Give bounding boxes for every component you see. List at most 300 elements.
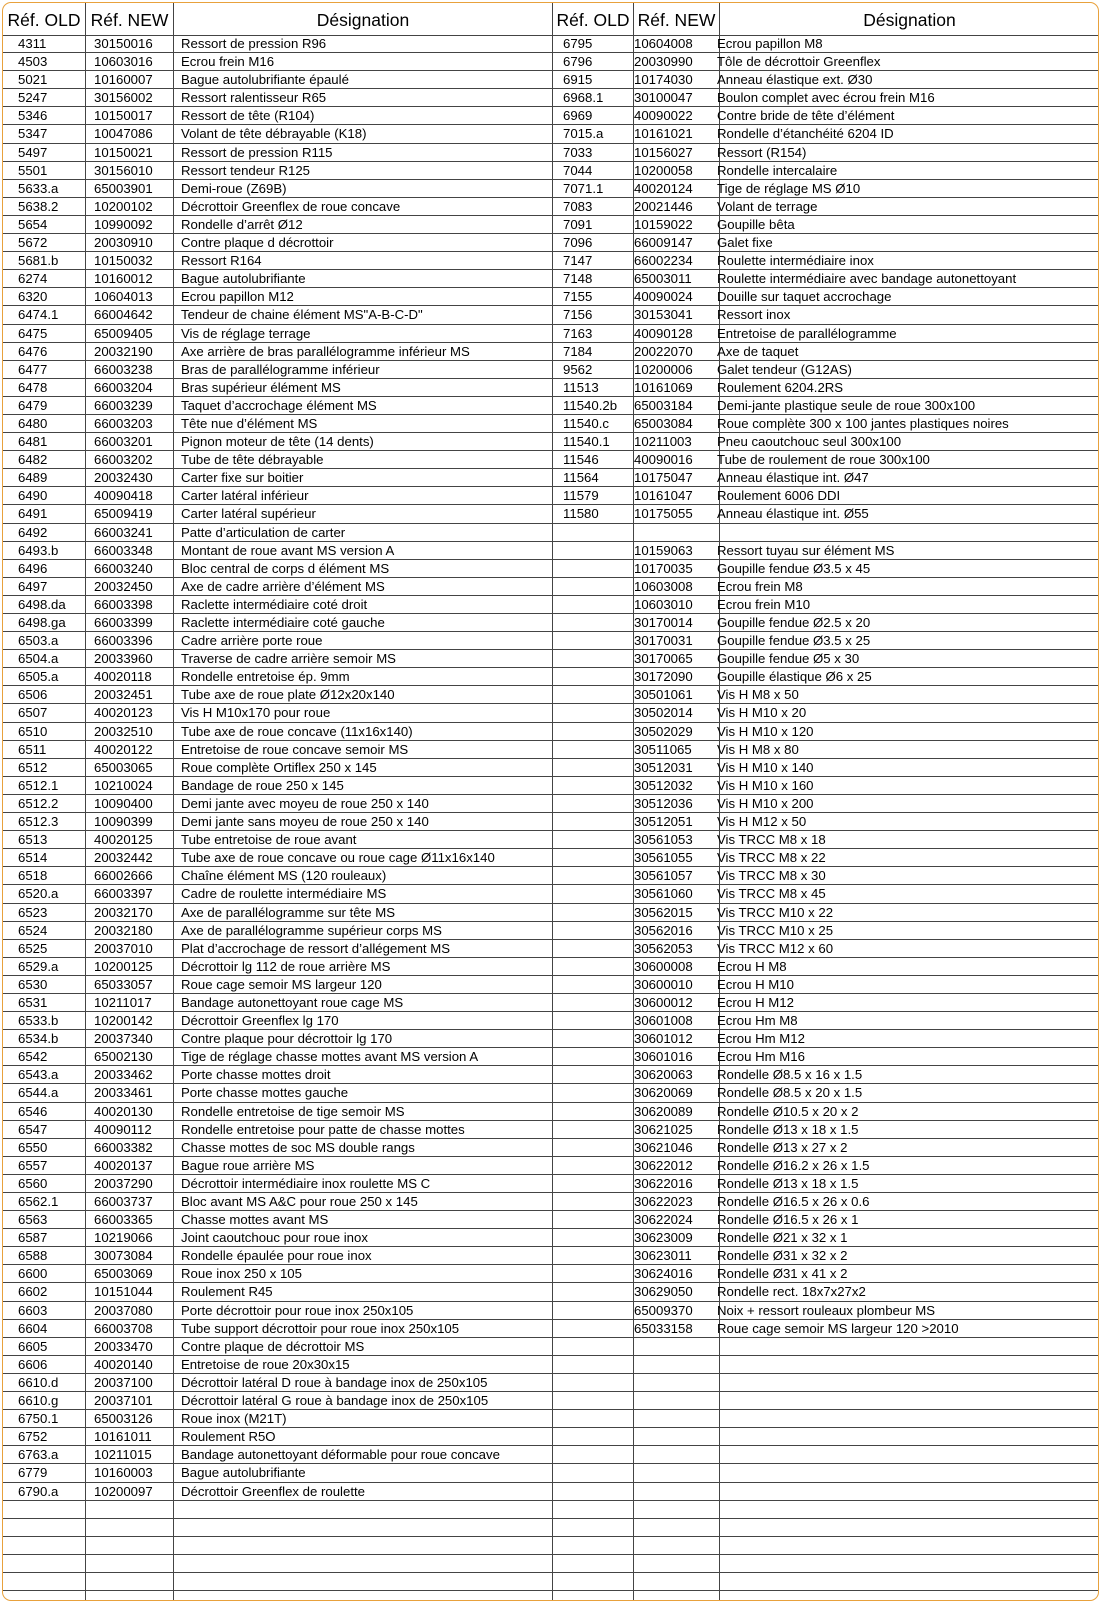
ref-new-cell: 10219066	[94, 1230, 153, 1246]
ref-new-cell: 40020137	[94, 1157, 153, 1173]
designation-cell: Rondelle Ø31 x 32 x 2	[717, 1248, 848, 1264]
ref-old-cell: 7155	[563, 289, 593, 305]
designation-cell: Décrottoir Greenflex lg 170	[181, 1013, 339, 1029]
designation-cell: Rondelle épaulée pour roue inox	[181, 1248, 372, 1264]
ref-new-cell: 30621046	[634, 1139, 693, 1155]
table-row	[3, 180, 552, 198]
ref-new-cell: 30156010	[94, 162, 153, 178]
ref-new-cell: 66002234	[634, 253, 693, 269]
ref-old-cell: 6531	[18, 994, 48, 1010]
designation-cell: Galet fixe	[717, 235, 773, 251]
table-row	[3, 379, 552, 397]
ref-old-cell	[563, 1265, 633, 1282]
ref-old-cell: 7083	[563, 198, 593, 214]
ref-new-cell: 65033057	[94, 976, 153, 992]
ref-new-cell: 20032430	[94, 470, 153, 486]
ref-new-cell: 30561057	[634, 868, 693, 884]
table-row	[3, 1338, 552, 1356]
ref-new-cell: 10200142	[94, 1013, 153, 1029]
ref-old-cell: 6557	[18, 1157, 48, 1173]
ref-old-cell	[563, 1573, 633, 1590]
table-row	[553, 1265, 1099, 1283]
ref-old-cell: 7044	[563, 162, 593, 178]
ref-new-cell	[634, 1338, 716, 1355]
table-row	[553, 1229, 1099, 1247]
table-row	[553, 216, 1099, 234]
designation-cell	[717, 1573, 1097, 1590]
designation-cell: Rondelle d’arrêt Ø12	[181, 216, 303, 232]
ref-new-cell: 30100047	[634, 90, 693, 106]
table-row	[553, 107, 1099, 125]
ref-new-cell: 66002666	[94, 868, 153, 884]
ref-old-cell	[18, 1501, 86, 1518]
ref-old-cell: 6543.a	[18, 1067, 59, 1083]
ref-old-cell	[563, 1555, 633, 1572]
ref-new-cell: 66003241	[94, 524, 153, 540]
table-row	[3, 35, 552, 53]
ref-new-cell: 66003204	[94, 379, 153, 395]
ref-new-cell: 30622024	[634, 1212, 693, 1228]
designation-cell: Patte d’articulation de carter	[181, 524, 346, 540]
designation-cell: Pneu caoutchouc seul 300x100	[717, 434, 902, 450]
ref-new-cell: 66003238	[94, 361, 153, 377]
ref-new-cell: 10175047	[634, 470, 693, 486]
table-row	[553, 885, 1099, 903]
ref-old-cell	[563, 560, 633, 577]
ref-old-cell	[563, 1175, 633, 1192]
designation-cell: Carter latéral inférieur	[181, 488, 309, 504]
ref-old-cell	[563, 650, 633, 667]
designation-cell: Axe arrière de bras parallélogramme inférieur MS	[181, 343, 470, 359]
ref-new-cell: 10200058	[634, 162, 693, 178]
ref-new-cell: 30600012	[634, 994, 693, 1010]
designation-cell: Vis TRCC M8 x 30	[717, 868, 826, 884]
designation-cell: Anneau élastique int. Ø47	[717, 470, 869, 486]
ref-new-cell: 20032170	[94, 904, 153, 920]
ref-new-cell: 40020140	[94, 1356, 153, 1372]
ref-new-cell: 10175055	[634, 506, 693, 522]
ref-new-cell: 30511065	[634, 741, 692, 757]
table-row	[553, 1211, 1099, 1229]
ref-old-cell: 6550	[18, 1139, 48, 1155]
ref-new-cell: 20021446	[634, 198, 693, 214]
ref-old-cell: 6492	[18, 524, 48, 540]
designation-cell	[181, 1519, 551, 1536]
ref-new-cell: 30562016	[634, 922, 693, 938]
designation-cell	[717, 1410, 1097, 1427]
ref-old-cell: 11540.1	[563, 434, 610, 450]
table-row	[3, 162, 552, 180]
designation-cell: Bras supérieur élément MS	[181, 379, 341, 395]
table-row	[553, 704, 1099, 722]
designation-cell	[717, 1374, 1097, 1391]
table-row	[553, 1501, 1099, 1519]
ref-old-cell: 6544.a	[18, 1085, 59, 1101]
table-row	[3, 1012, 552, 1030]
table-row	[553, 614, 1099, 632]
table-row	[3, 89, 552, 107]
ref-old-cell: 6534.b	[18, 1031, 59, 1047]
designation-cell: Vis H M8 x 50	[717, 687, 799, 703]
ref-new-cell	[634, 1374, 716, 1391]
ref-new-cell: 10211017	[94, 994, 152, 1010]
designation-cell	[717, 1483, 1097, 1500]
table-row	[553, 795, 1099, 813]
ref-new-cell: 20032190	[94, 343, 153, 359]
ref-new-cell: 66004642	[94, 307, 153, 323]
designation-cell: Rondelle Ø13 x 18 x 1.5	[717, 1175, 859, 1191]
designation-cell: Porte chasse mottes droit	[181, 1067, 331, 1083]
designation-cell	[717, 1446, 1097, 1463]
ref-new-cell	[634, 1591, 716, 1601]
ref-new-cell: 10211015	[94, 1447, 152, 1463]
ref-old-cell	[563, 1464, 633, 1481]
table-row	[553, 958, 1099, 976]
table-row	[553, 487, 1099, 505]
ref-old-cell	[563, 1537, 633, 1554]
table-row	[553, 940, 1099, 958]
table-row	[3, 1374, 552, 1392]
designation-cell: Goupille fendue Ø3.5 x 45	[717, 560, 871, 576]
table-row	[553, 433, 1099, 451]
ref-new-cell	[634, 1501, 716, 1518]
table-row	[3, 994, 552, 1012]
table-row	[553, 397, 1099, 415]
table-row	[553, 922, 1099, 940]
ref-old-cell: 7071.1	[563, 180, 604, 196]
table-row	[553, 1464, 1099, 1482]
ref-old-cell: 6320	[18, 289, 48, 305]
table-row	[553, 505, 1099, 523]
ref-old-cell	[563, 1229, 633, 1246]
table-row	[3, 306, 552, 324]
table-row	[553, 1121, 1099, 1139]
table-row	[553, 35, 1099, 53]
table-row	[3, 867, 552, 885]
ref-old-cell: 6506	[18, 687, 48, 703]
designation-cell: Anneau élastique ext. Ø30	[717, 72, 873, 88]
designation-cell: Vis TRCC M8 x 18	[717, 832, 826, 848]
table-row	[553, 1084, 1099, 1102]
ref-new-cell: 10603008	[634, 578, 693, 594]
ref-new-cell: 30620069	[634, 1085, 693, 1101]
ref-old-cell	[563, 1211, 633, 1228]
ref-new-cell: 66003399	[94, 615, 153, 630]
ref-new-cell: 20032510	[94, 723, 153, 739]
designation-cell: Entretoise de parallélogramme	[717, 325, 897, 341]
designation-cell: Roue complète Ortiflex 250 x 145	[181, 759, 377, 775]
ref-old-cell: 6763.a	[18, 1447, 59, 1463]
ref-new-cell: 40090128	[634, 325, 693, 341]
designation-cell: Carter latéral supérieur	[181, 506, 316, 522]
table-row	[553, 1283, 1099, 1301]
designation-cell: Traverse de cadre arrière semoir MS	[181, 651, 396, 667]
ref-old-cell	[563, 1591, 633, 1601]
ref-old-cell: 6750.1	[18, 1411, 59, 1427]
designation-cell: Vis TRCC M8 x 22	[717, 850, 826, 866]
designation-cell: Ecrou H M8	[717, 958, 787, 974]
table-row	[3, 325, 552, 343]
table-row	[553, 1066, 1099, 1084]
designation-cell: Tube de tête débrayable	[181, 452, 324, 468]
designation-cell: Ecrou frein M10	[717, 596, 811, 612]
designation-cell: Boulon complet avec écrou frein M16	[717, 90, 935, 106]
table-row	[3, 397, 552, 415]
table-row	[3, 1211, 552, 1229]
table-row	[3, 777, 552, 795]
ref-new-cell: 66009147	[634, 235, 693, 251]
ref-old-cell: 6507	[18, 705, 48, 721]
ref-old-cell: 6475	[18, 325, 48, 341]
designation-cell: Tube axe de roue plate Ø12x20x140	[181, 687, 395, 703]
ref-old-cell: 11513	[563, 379, 599, 395]
header-ref-old: Réf. OLD	[7, 10, 81, 30]
table-row	[3, 144, 552, 162]
designation-cell: Décrottoir latéral G roue à bandage inox de 250x105	[181, 1393, 489, 1409]
table-row	[3, 1302, 552, 1320]
ref-new-cell: 65033158	[634, 1320, 693, 1336]
ref-old-cell: 6520.a	[18, 886, 59, 902]
designation-cell: Rondelle Ø21 x 32 x 1	[717, 1230, 848, 1246]
ref-old-cell	[563, 723, 633, 740]
ref-old-cell: 6610.g	[18, 1393, 59, 1409]
table-row	[553, 1356, 1099, 1374]
ref-old-cell: 6503.a	[18, 633, 59, 649]
designation-cell: Roue cage semoir MS largeur 120	[181, 976, 382, 992]
ref-new-cell: 10047086	[94, 126, 153, 142]
designation-cell: Axe de taquet	[717, 343, 799, 359]
table-row	[3, 632, 552, 650]
table-row	[553, 1483, 1099, 1501]
table-row	[553, 560, 1099, 578]
designation-cell: Raclette intermédiaire coté gauche	[181, 615, 385, 630]
designation-cell: Bras de parallélogramme inférieur	[181, 361, 380, 377]
ref-old-cell: 11540.2b	[563, 397, 618, 413]
ref-new-cell: 65009405	[94, 325, 153, 341]
designation-cell: Rondelle Ø13 x 27 x 2	[717, 1139, 848, 1155]
table-row	[3, 668, 552, 686]
table-row	[3, 270, 552, 288]
table-row	[3, 1591, 552, 1601]
ref-new-cell: 30601016	[634, 1049, 693, 1065]
table-row	[553, 904, 1099, 922]
table-row	[553, 542, 1099, 560]
ref-new-cell: 30170014	[634, 615, 693, 630]
designation-cell: Rondelle Ø8.5 x 16 x 1.5	[717, 1067, 863, 1083]
designation-cell: Porte décrottoir pour roue inox 250x105	[181, 1302, 414, 1318]
designation-cell: Chasse mottes avant MS	[181, 1212, 329, 1228]
ref-old-cell	[563, 524, 633, 541]
ref-new-cell: 30561060	[634, 886, 693, 902]
ref-old-cell: 4311	[18, 36, 47, 51]
designation-cell: Tube de roulement de roue 300x100	[717, 452, 930, 468]
ref-new-cell: 30512036	[634, 795, 693, 811]
table-row	[553, 1320, 1099, 1338]
table-row	[553, 1193, 1099, 1211]
ref-new-cell: 66003201	[94, 434, 153, 450]
ref-new-cell: 20032442	[94, 850, 153, 866]
ref-old-cell: 11564	[563, 470, 599, 486]
ref-new-cell: 66003397	[94, 886, 153, 902]
ref-new-cell: 65003069	[94, 1266, 153, 1282]
ref-new-cell	[94, 1591, 176, 1601]
designation-cell	[181, 1591, 551, 1601]
ref-old-cell	[563, 578, 633, 595]
table-row	[553, 1139, 1099, 1157]
designation-cell: Tôle de décrottoir Greenflex	[717, 54, 881, 70]
ref-new-cell: 30150016	[94, 36, 153, 51]
designation-cell: Bandage de roue 250 x 145	[181, 777, 344, 793]
table-row	[3, 904, 552, 922]
designation-cell: Demi-roue (Z69B)	[181, 180, 287, 196]
ref-new-cell: 10161069	[634, 379, 693, 395]
ref-old-cell: 7163	[563, 325, 593, 341]
table-row	[3, 415, 552, 433]
ref-new-cell: 30562053	[634, 940, 693, 956]
ref-new-cell: 66003382	[94, 1139, 153, 1155]
designation-cell: Vis de réglage terrage	[181, 325, 311, 341]
table-row	[3, 361, 552, 379]
ref-new-cell	[634, 1446, 716, 1463]
ref-new-cell: 40090418	[94, 488, 153, 504]
ref-old-cell: 6752	[18, 1429, 48, 1445]
ref-new-cell: 20037101	[94, 1393, 153, 1409]
ref-old-cell: 6604	[18, 1320, 48, 1336]
table-row	[3, 885, 552, 903]
designation-cell: Ecrou papillon M12	[181, 289, 294, 305]
ref-old-cell: 6523	[18, 904, 48, 920]
designation-cell: Tube support décrottoir pour roue inox 250x105	[181, 1320, 460, 1336]
ref-new-cell: 30600010	[634, 976, 693, 992]
table-row	[553, 343, 1099, 361]
ref-new-cell: 40090024	[634, 289, 693, 305]
table-row	[3, 831, 552, 849]
ref-old-cell: 6512.3	[18, 814, 59, 830]
table-row	[3, 1030, 552, 1048]
designation-cell: Roue complète 300 x 100 jantes plastiques noires	[717, 415, 1009, 431]
table-row	[3, 107, 552, 125]
table-row	[3, 1193, 552, 1211]
ref-old-cell: 5247	[18, 90, 48, 106]
table-row	[553, 1392, 1099, 1410]
designation-cell: Décrottoir Greenflex de roue concave	[181, 198, 401, 214]
ref-new-cell: 40020123	[94, 705, 153, 721]
ref-new-cell: 10603016	[94, 54, 153, 70]
designation-cell: Vis H M10x170 pour roue	[181, 705, 331, 721]
designation-cell: Roulement 6006 DDI	[717, 488, 841, 504]
ref-new-cell: 30623011	[634, 1248, 692, 1264]
ref-old-cell: 6511	[18, 741, 47, 757]
ref-new-cell: 65003901	[94, 180, 153, 196]
ref-new-cell: 10161011	[94, 1429, 152, 1445]
ref-old-cell	[563, 1501, 633, 1518]
ref-old-cell	[563, 849, 633, 866]
ref-old-cell	[563, 1103, 633, 1120]
ref-new-cell: 10161047	[634, 488, 693, 504]
designation-cell: Rondelle Ø31 x 41 x 2	[717, 1266, 848, 1282]
table-row	[553, 1591, 1099, 1601]
ref-old-cell: 6478	[18, 379, 48, 395]
ref-old-cell: 6602	[18, 1284, 48, 1300]
ref-old-cell: 6480	[18, 415, 48, 431]
ref-new-cell: 10200097	[94, 1483, 153, 1499]
ref-old-cell: 6490	[18, 488, 48, 504]
ref-old-cell	[563, 867, 633, 884]
table-row	[3, 1229, 552, 1247]
ref-new-cell: 65003011	[634, 271, 692, 287]
ref-old-cell	[563, 922, 633, 939]
ref-new-cell: 30561055	[634, 850, 693, 866]
table-row	[553, 415, 1099, 433]
designation-cell: Ressort R164	[181, 253, 262, 269]
ref-old-cell: 6915	[563, 72, 593, 88]
ref-old-cell: 5497	[18, 144, 48, 160]
table-row	[3, 1066, 552, 1084]
table-row	[3, 614, 552, 632]
ref-old-cell	[563, 1157, 633, 1174]
table-row	[3, 650, 552, 668]
designation-cell: Anneau élastique int. Ø55	[717, 506, 869, 522]
ref-new-cell: 10159063	[634, 542, 693, 558]
ref-old-cell: 5021	[18, 72, 48, 88]
table-row	[553, 71, 1099, 89]
ref-old-cell: 6600	[18, 1266, 48, 1282]
table-row	[3, 1283, 552, 1301]
designation-cell: Roue cage semoir MS largeur 120 >2010	[717, 1320, 959, 1336]
designation-cell: Ecrou Hm M8	[717, 1013, 798, 1029]
header-ref-new: Réf. NEW	[90, 10, 169, 30]
designation-cell: Goupille élastique Ø6 x 25	[717, 669, 872, 685]
ref-old-cell: 6603	[18, 1302, 48, 1318]
table-row	[3, 922, 552, 940]
ref-new-cell	[634, 1573, 716, 1590]
table-row	[3, 234, 552, 252]
ref-new-cell	[634, 1537, 716, 1554]
ref-new-cell: 66003202	[94, 452, 153, 468]
table-row	[3, 958, 552, 976]
ref-old-cell: 6274	[18, 271, 48, 287]
table-row	[553, 469, 1099, 487]
designation-cell: Ressort tuyau sur élément MS	[717, 542, 895, 558]
ref-new-cell: 20033461	[94, 1085, 153, 1101]
table-row	[3, 723, 552, 741]
table-row	[3, 1265, 552, 1283]
table-row	[3, 795, 552, 813]
ref-old-cell: 6493.b	[18, 542, 59, 558]
ref-new-cell: 30562015	[634, 904, 693, 920]
ref-old-cell	[563, 759, 633, 776]
table-row	[3, 1555, 552, 1573]
ref-old-cell: 6513	[18, 832, 48, 848]
table-row	[3, 1519, 552, 1537]
table-row	[553, 1519, 1099, 1537]
table-row	[3, 433, 552, 451]
designation-cell: Rondelle Ø13 x 18 x 1.5	[717, 1121, 859, 1137]
table-row	[3, 704, 552, 722]
designation-cell	[717, 1519, 1097, 1536]
ref-old-cell	[563, 1012, 633, 1029]
ref-new-cell: 65009419	[94, 506, 153, 522]
designation-cell: Ecrou Hm M16	[717, 1049, 805, 1065]
ref-old-cell	[563, 668, 633, 685]
ref-new-cell: 30621025	[634, 1121, 693, 1137]
ref-old-cell	[563, 686, 633, 703]
ref-new-cell: 10151044	[94, 1284, 153, 1300]
ref-new-cell	[94, 1537, 176, 1554]
table-row	[553, 144, 1099, 162]
table-row	[553, 325, 1099, 343]
designation-cell	[717, 1555, 1097, 1572]
